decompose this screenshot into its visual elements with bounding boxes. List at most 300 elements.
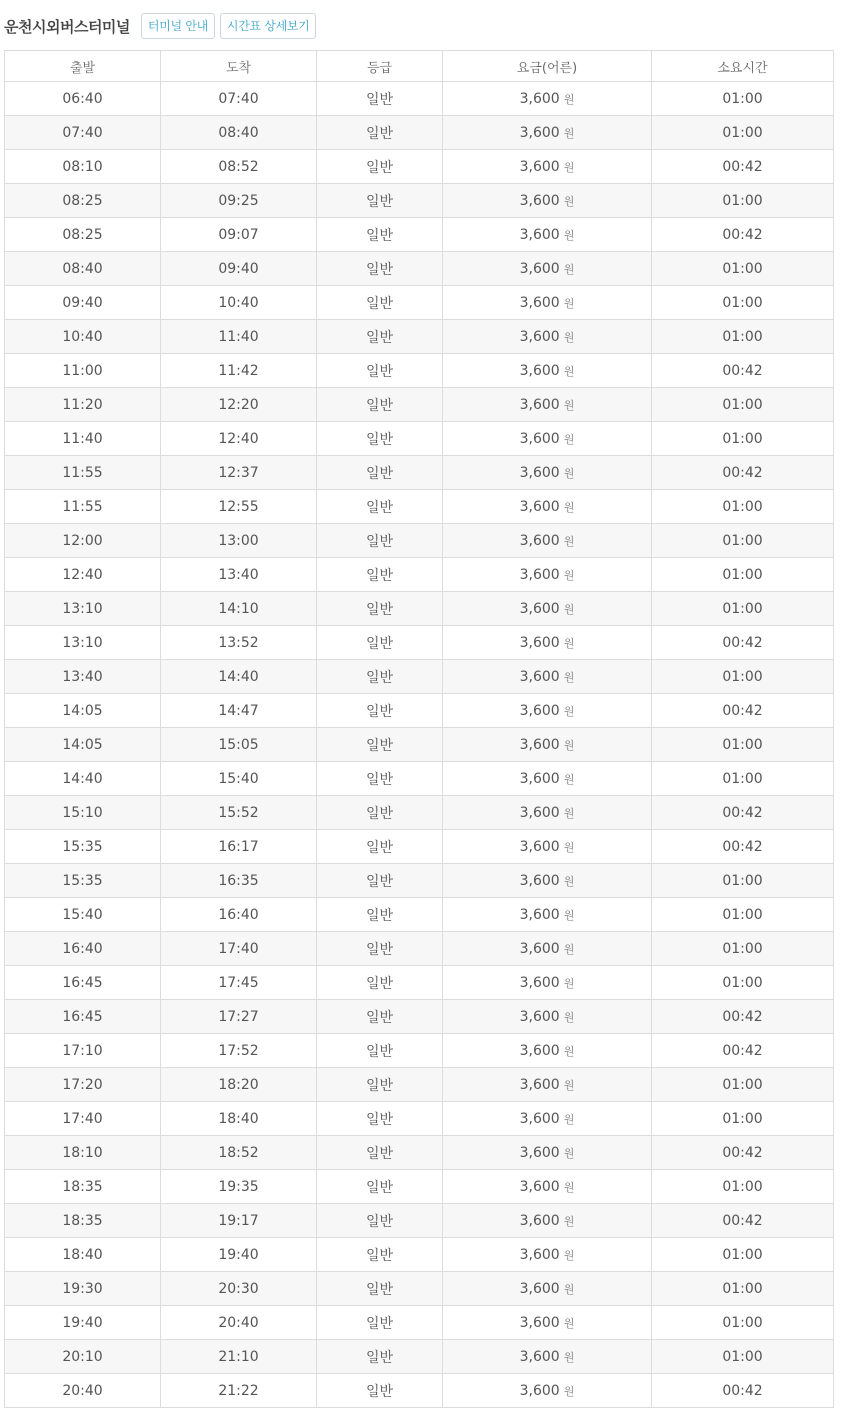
- fare-cell: [443, 694, 652, 728]
- duration-cell: 01:00: [652, 1170, 834, 1204]
- duration-cell: 01:00: [652, 558, 834, 592]
- departure-time-cell: 14:40: [5, 762, 161, 796]
- fare-cell: [443, 592, 652, 626]
- fare-cell: [443, 728, 652, 762]
- fare-value: 3,600: [519, 566, 560, 583]
- duration-cell: 01:00: [652, 898, 834, 932]
- table-row: [5, 286, 834, 320]
- grade-cell: 일반: [317, 456, 443, 490]
- grade-cell: 일반: [317, 1000, 443, 1034]
- fare-value: 3,600: [519, 532, 560, 549]
- departure-time-cell: 12:00: [5, 524, 161, 558]
- table-row: [5, 82, 834, 116]
- grade-cell: 일반: [317, 626, 443, 660]
- table-row: [5, 626, 834, 660]
- duration-cell: 00:42: [652, 218, 834, 252]
- duration-cell: 00:42: [652, 354, 834, 388]
- grade-cell: 일반: [317, 762, 443, 796]
- table-row: [5, 1136, 834, 1170]
- duration-cell: 01:00: [652, 184, 834, 218]
- page-header: [4, 12, 316, 40]
- duration-cell: 01:00: [652, 762, 834, 796]
- table-row: [5, 1238, 834, 1272]
- arrival-time-cell: 20:40: [161, 1306, 317, 1340]
- currency-unit: 원: [563, 432, 575, 446]
- currency-unit: 원: [563, 670, 575, 684]
- fare-cell: [443, 864, 652, 898]
- fare-cell: [443, 1238, 652, 1272]
- departure-time-cell: 18:35: [5, 1204, 161, 1238]
- fare-cell: [443, 1204, 652, 1238]
- arrival-time-cell: 17:52: [161, 1034, 317, 1068]
- duration-cell: 01:00: [652, 116, 834, 150]
- table-row: [5, 252, 834, 286]
- arrival-time-cell: 12:55: [161, 490, 317, 524]
- fare-cell: [443, 1340, 652, 1374]
- arrival-time-cell: 18:40: [161, 1102, 317, 1136]
- departure-time-cell: 08:25: [5, 218, 161, 252]
- fare-cell: [443, 1374, 652, 1408]
- departure-time-cell: 18:10: [5, 1136, 161, 1170]
- duration-cell: 00:42: [652, 150, 834, 184]
- fare-cell: [443, 116, 652, 150]
- fare-cell: [443, 932, 652, 966]
- departure-time-cell: 13:10: [5, 626, 161, 660]
- departure-time-cell: 08:25: [5, 184, 161, 218]
- arrival-time-cell: 15:52: [161, 796, 317, 830]
- fare-value: 3,600: [519, 906, 560, 923]
- currency-unit: 원: [563, 772, 575, 786]
- currency-unit: 원: [563, 466, 575, 480]
- table-row: [5, 490, 834, 524]
- duration-cell: 01:00: [652, 1102, 834, 1136]
- fare-cell: [443, 1034, 652, 1068]
- arrival-time-cell: 17:27: [161, 1000, 317, 1034]
- currency-unit: 원: [563, 534, 575, 548]
- fare-cell: [443, 1102, 652, 1136]
- duration-cell: 00:42: [652, 830, 834, 864]
- departure-time-cell: 17:10: [5, 1034, 161, 1068]
- fare-cell: [443, 796, 652, 830]
- fare-value: 3,600: [519, 158, 560, 175]
- table-row: [5, 1068, 834, 1102]
- departure-time-cell: 18:35: [5, 1170, 161, 1204]
- departure-time-cell: 15:35: [5, 830, 161, 864]
- grade-cell: 일반: [317, 388, 443, 422]
- currency-unit: 원: [563, 1146, 575, 1160]
- currency-unit: 원: [563, 1350, 575, 1364]
- arrival-time-cell: 11:42: [161, 354, 317, 388]
- grade-cell: 일반: [317, 422, 443, 456]
- duration-cell: 00:42: [652, 1204, 834, 1238]
- arrival-time-cell: 16:17: [161, 830, 317, 864]
- table-header-row: [5, 51, 834, 82]
- currency-unit: 원: [563, 126, 575, 140]
- timetable: [4, 50, 833, 1408]
- grade-cell: 일반: [317, 184, 443, 218]
- currency-unit: 원: [563, 602, 575, 616]
- fare-cell: [443, 150, 652, 184]
- departure-time-cell: 19:30: [5, 1272, 161, 1306]
- currency-unit: 원: [563, 1180, 575, 1194]
- departure-time-cell: 12:40: [5, 558, 161, 592]
- table-row: [5, 1102, 834, 1136]
- departure-time-cell: 17:20: [5, 1068, 161, 1102]
- duration-cell: 01:00: [652, 966, 834, 1000]
- terminal-info-button[interactable]: 터미널 안내: [141, 13, 215, 39]
- timetable-table: [4, 50, 834, 1408]
- grade-cell: 일반: [317, 728, 443, 762]
- table-row: [5, 796, 834, 830]
- departure-time-cell: 16:45: [5, 966, 161, 1000]
- fare-cell: [443, 252, 652, 286]
- fare-value: 3,600: [519, 124, 560, 141]
- currency-unit: 원: [563, 160, 575, 174]
- arrival-time-cell: 08:40: [161, 116, 317, 150]
- arrival-time-cell: 17:45: [161, 966, 317, 1000]
- grade-cell: 일반: [317, 694, 443, 728]
- fare-cell: [443, 320, 652, 354]
- duration-cell: 00:42: [652, 694, 834, 728]
- departure-time-cell: 19:40: [5, 1306, 161, 1340]
- departure-time-cell: 09:40: [5, 286, 161, 320]
- departure-time-cell: 07:40: [5, 116, 161, 150]
- table-row: [5, 184, 834, 218]
- table-row: [5, 830, 834, 864]
- fare-value: 3,600: [519, 260, 560, 277]
- table-row: [5, 966, 834, 1000]
- grade-cell: 일반: [317, 218, 443, 252]
- arrival-time-cell: 11:40: [161, 320, 317, 354]
- fare-value: 3,600: [519, 736, 560, 753]
- arrival-time-cell: 13:40: [161, 558, 317, 592]
- fare-value: 3,600: [519, 464, 560, 481]
- currency-unit: 원: [563, 1384, 575, 1398]
- duration-cell: 01:00: [652, 932, 834, 966]
- grade-cell: 일반: [317, 932, 443, 966]
- arrival-time-cell: 08:52: [161, 150, 317, 184]
- column-header-duration: 소요시간: [652, 51, 834, 82]
- table-row: [5, 354, 834, 388]
- duration-cell: 01:00: [652, 592, 834, 626]
- fare-value: 3,600: [519, 1144, 560, 1161]
- grade-cell: 일반: [317, 1374, 443, 1408]
- currency-unit: 원: [563, 568, 575, 582]
- fare-value: 3,600: [519, 974, 560, 991]
- duration-cell: 01:00: [652, 1340, 834, 1374]
- grade-cell: 일반: [317, 830, 443, 864]
- fare-value: 3,600: [519, 226, 560, 243]
- fare-cell: [443, 1306, 652, 1340]
- table-row: [5, 1374, 834, 1408]
- currency-unit: 원: [563, 500, 575, 514]
- fare-cell: [443, 388, 652, 422]
- grade-cell: 일반: [317, 1136, 443, 1170]
- departure-time-cell: 14:05: [5, 694, 161, 728]
- fare-value: 3,600: [519, 702, 560, 719]
- departure-time-cell: 11:55: [5, 490, 161, 524]
- table-row: [5, 524, 834, 558]
- fare-value: 3,600: [519, 940, 560, 957]
- grade-cell: 일반: [317, 1102, 443, 1136]
- timetable-detail-button[interactable]: 시간표 상세보기: [220, 13, 317, 39]
- currency-unit: 원: [563, 364, 575, 378]
- duration-cell: 01:00: [652, 1068, 834, 1102]
- fare-value: 3,600: [519, 770, 560, 787]
- grade-cell: 일반: [317, 354, 443, 388]
- fare-value: 3,600: [519, 1382, 560, 1399]
- fare-value: 3,600: [519, 1178, 560, 1195]
- currency-unit: 원: [563, 840, 575, 854]
- fare-cell: [443, 762, 652, 796]
- currency-unit: 원: [563, 806, 575, 820]
- grade-cell: 일반: [317, 592, 443, 626]
- fare-value: 3,600: [519, 498, 560, 515]
- duration-cell: 01:00: [652, 286, 834, 320]
- duration-cell: 01:00: [652, 524, 834, 558]
- table-row: [5, 592, 834, 626]
- timetable-body: [5, 82, 834, 1408]
- table-row: [5, 218, 834, 252]
- departure-time-cell: 11:40: [5, 422, 161, 456]
- arrival-time-cell: 09:40: [161, 252, 317, 286]
- table-row: [5, 1170, 834, 1204]
- grade-cell: 일반: [317, 150, 443, 184]
- departure-time-cell: 13:10: [5, 592, 161, 626]
- table-row: [5, 456, 834, 490]
- arrival-time-cell: 12:37: [161, 456, 317, 490]
- departure-time-cell: 11:20: [5, 388, 161, 422]
- currency-unit: 원: [563, 194, 575, 208]
- arrival-time-cell: 10:40: [161, 286, 317, 320]
- fare-value: 3,600: [519, 430, 560, 447]
- departure-time-cell: 15:10: [5, 796, 161, 830]
- fare-value: 3,600: [519, 1314, 560, 1331]
- fare-cell: [443, 218, 652, 252]
- duration-cell: 01:00: [652, 388, 834, 422]
- duration-cell: 00:42: [652, 796, 834, 830]
- table-row: [5, 1340, 834, 1374]
- fare-cell: [443, 660, 652, 694]
- fare-value: 3,600: [519, 1280, 560, 1297]
- arrival-time-cell: 09:07: [161, 218, 317, 252]
- grade-cell: 일반: [317, 320, 443, 354]
- currency-unit: 원: [563, 1248, 575, 1262]
- currency-unit: 원: [563, 228, 575, 242]
- currency-unit: 원: [563, 874, 575, 888]
- currency-unit: 원: [563, 398, 575, 412]
- fare-cell: [443, 456, 652, 490]
- arrival-time-cell: 19:40: [161, 1238, 317, 1272]
- duration-cell: 00:42: [652, 1000, 834, 1034]
- fare-cell: [443, 184, 652, 218]
- arrival-time-cell: 21:10: [161, 1340, 317, 1374]
- fare-cell: [443, 1272, 652, 1306]
- duration-cell: 01:00: [652, 422, 834, 456]
- departure-time-cell: 16:40: [5, 932, 161, 966]
- arrival-time-cell: 13:00: [161, 524, 317, 558]
- grade-cell: 일반: [317, 864, 443, 898]
- grade-cell: 일반: [317, 1204, 443, 1238]
- grade-cell: 일반: [317, 490, 443, 524]
- table-row: [5, 694, 834, 728]
- arrival-time-cell: 15:40: [161, 762, 317, 796]
- fare-value: 3,600: [519, 192, 560, 209]
- duration-cell: 01:00: [652, 1306, 834, 1340]
- arrival-time-cell: 07:40: [161, 82, 317, 116]
- arrival-time-cell: 19:17: [161, 1204, 317, 1238]
- duration-cell: 01:00: [652, 660, 834, 694]
- fare-value: 3,600: [519, 362, 560, 379]
- departure-time-cell: 20:10: [5, 1340, 161, 1374]
- duration-cell: 00:42: [652, 456, 834, 490]
- fare-cell: [443, 558, 652, 592]
- duration-cell: 00:42: [652, 1374, 834, 1408]
- fare-cell: [443, 1136, 652, 1170]
- departure-time-cell: 08:40: [5, 252, 161, 286]
- arrival-time-cell: 21:22: [161, 1374, 317, 1408]
- duration-cell: 01:00: [652, 728, 834, 762]
- table-row: [5, 932, 834, 966]
- fare-cell: [443, 422, 652, 456]
- table-row: [5, 1000, 834, 1034]
- fare-cell: [443, 830, 652, 864]
- arrival-time-cell: 18:52: [161, 1136, 317, 1170]
- fare-value: 3,600: [519, 1246, 560, 1263]
- table-row: [5, 320, 834, 354]
- duration-cell: 01:00: [652, 490, 834, 524]
- currency-unit: 원: [563, 262, 575, 276]
- fare-value: 3,600: [519, 600, 560, 617]
- table-row: [5, 1034, 834, 1068]
- departure-time-cell: 06:40: [5, 82, 161, 116]
- grade-cell: 일반: [317, 1034, 443, 1068]
- grade-cell: 일반: [317, 1306, 443, 1340]
- currency-unit: 원: [563, 1112, 575, 1126]
- fare-cell: [443, 898, 652, 932]
- fare-cell: [443, 490, 652, 524]
- table-row: [5, 1272, 834, 1306]
- arrival-time-cell: 14:40: [161, 660, 317, 694]
- currency-unit: 원: [563, 1078, 575, 1092]
- departure-time-cell: 15:40: [5, 898, 161, 932]
- duration-cell: 00:42: [652, 626, 834, 660]
- fare-value: 3,600: [519, 90, 560, 107]
- column-header-arrival: 도착: [161, 51, 317, 82]
- grade-cell: 일반: [317, 558, 443, 592]
- currency-unit: 원: [563, 1316, 575, 1330]
- currency-unit: 원: [563, 92, 575, 106]
- table-row: [5, 116, 834, 150]
- currency-unit: 원: [563, 1214, 575, 1228]
- table-row: [5, 422, 834, 456]
- column-header-grade: 등급: [317, 51, 443, 82]
- duration-cell: 01:00: [652, 864, 834, 898]
- fare-value: 3,600: [519, 1348, 560, 1365]
- grade-cell: 일반: [317, 252, 443, 286]
- fare-cell: [443, 1170, 652, 1204]
- fare-value: 3,600: [519, 804, 560, 821]
- duration-cell: 00:42: [652, 1136, 834, 1170]
- arrival-time-cell: 18:20: [161, 1068, 317, 1102]
- departure-time-cell: 11:00: [5, 354, 161, 388]
- fare-value: 3,600: [519, 872, 560, 889]
- duration-cell: 01:00: [652, 320, 834, 354]
- currency-unit: 원: [563, 908, 575, 922]
- duration-cell: 00:42: [652, 1034, 834, 1068]
- duration-cell: 01:00: [652, 252, 834, 286]
- table-row: [5, 150, 834, 184]
- departure-time-cell: 15:35: [5, 864, 161, 898]
- table-row: [5, 558, 834, 592]
- fare-cell: [443, 1000, 652, 1034]
- currency-unit: 원: [563, 1010, 575, 1024]
- fare-cell: [443, 524, 652, 558]
- table-row: [5, 1204, 834, 1238]
- currency-unit: 원: [563, 704, 575, 718]
- currency-unit: 원: [563, 942, 575, 956]
- arrival-time-cell: 20:30: [161, 1272, 317, 1306]
- departure-time-cell: 10:40: [5, 320, 161, 354]
- grade-cell: 일반: [317, 1170, 443, 1204]
- currency-unit: 원: [563, 1282, 575, 1296]
- table-row: [5, 1306, 834, 1340]
- table-row: [5, 898, 834, 932]
- departure-time-cell: 14:05: [5, 728, 161, 762]
- table-row: [5, 762, 834, 796]
- grade-cell: 일반: [317, 116, 443, 150]
- arrival-time-cell: 14:47: [161, 694, 317, 728]
- fare-value: 3,600: [519, 634, 560, 651]
- arrival-time-cell: 12:20: [161, 388, 317, 422]
- arrival-time-cell: 15:05: [161, 728, 317, 762]
- departure-time-cell: 13:40: [5, 660, 161, 694]
- fare-value: 3,600: [519, 1110, 560, 1127]
- grade-cell: 일반: [317, 1068, 443, 1102]
- grade-cell: 일반: [317, 796, 443, 830]
- arrival-time-cell: 13:52: [161, 626, 317, 660]
- currency-unit: 원: [563, 738, 575, 752]
- fare-cell: [443, 966, 652, 1000]
- column-header-departure: 출발: [5, 51, 161, 82]
- grade-cell: 일반: [317, 1272, 443, 1306]
- arrival-time-cell: 16:40: [161, 898, 317, 932]
- departure-time-cell: 16:45: [5, 1000, 161, 1034]
- terminal-title: 운천시외버스터미널: [4, 17, 130, 36]
- arrival-time-cell: 17:40: [161, 932, 317, 966]
- grade-cell: 일반: [317, 1340, 443, 1374]
- departure-time-cell: 20:40: [5, 1374, 161, 1408]
- arrival-time-cell: 14:10: [161, 592, 317, 626]
- departure-time-cell: 11:55: [5, 456, 161, 490]
- fare-cell: [443, 1068, 652, 1102]
- departure-time-cell: 17:40: [5, 1102, 161, 1136]
- grade-cell: 일반: [317, 524, 443, 558]
- fare-cell: [443, 82, 652, 116]
- fare-value: 3,600: [519, 1212, 560, 1229]
- duration-cell: 01:00: [652, 82, 834, 116]
- table-row: [5, 728, 834, 762]
- duration-cell: 01:00: [652, 1238, 834, 1272]
- fare-value: 3,600: [519, 328, 560, 345]
- fare-value: 3,600: [519, 396, 560, 413]
- grade-cell: 일반: [317, 286, 443, 320]
- grade-cell: 일반: [317, 660, 443, 694]
- column-header-fare: 요금(어른): [443, 51, 652, 82]
- table-row: [5, 864, 834, 898]
- fare-cell: [443, 626, 652, 660]
- currency-unit: 원: [563, 976, 575, 990]
